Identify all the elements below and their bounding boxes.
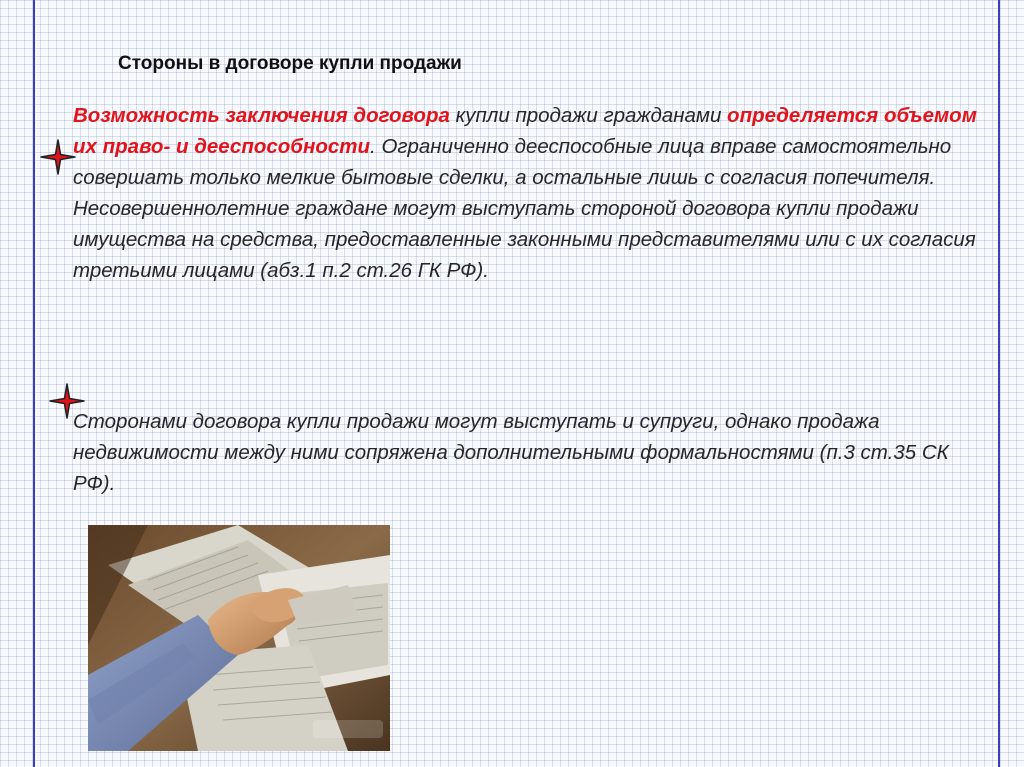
left-border-line [33,0,35,767]
highlight-capacity: определяется объемом их право- и дееспособности [73,104,977,158]
four-point-star-icon [40,139,76,175]
paragraph-spouses: Сторонами договора купли продажи могут выступать и супруги, однако продажа недвижимости между ними сопряжена дополнительными формальностями (п.3 ст.35 СК РФ). [73,410,949,495]
highlight-possibility: Возможность заключения договора [73,104,450,127]
right-border-line [998,0,1000,767]
slide-title: Стороны в договоре купли продажи [118,53,462,74]
paragraph-text-part1: купли продажи гражданами [449,104,728,127]
paragraph-text-part2: . Ограниченно дееспособные лица вправе самостоятельно совершать только мелкие бытовые сделки, а остальные лишь с согласия попечителя. Несовершеннолетние граждане могут выступать стороной договора купли продажи имущества на средства, предоставленные законными представителями или с их согласия третьими лицами (абз.1 п.2 ст.26 ГК РФ). [73,135,976,282]
handshake-photo [88,525,390,751]
paragraph-capacity [73,100,993,286]
